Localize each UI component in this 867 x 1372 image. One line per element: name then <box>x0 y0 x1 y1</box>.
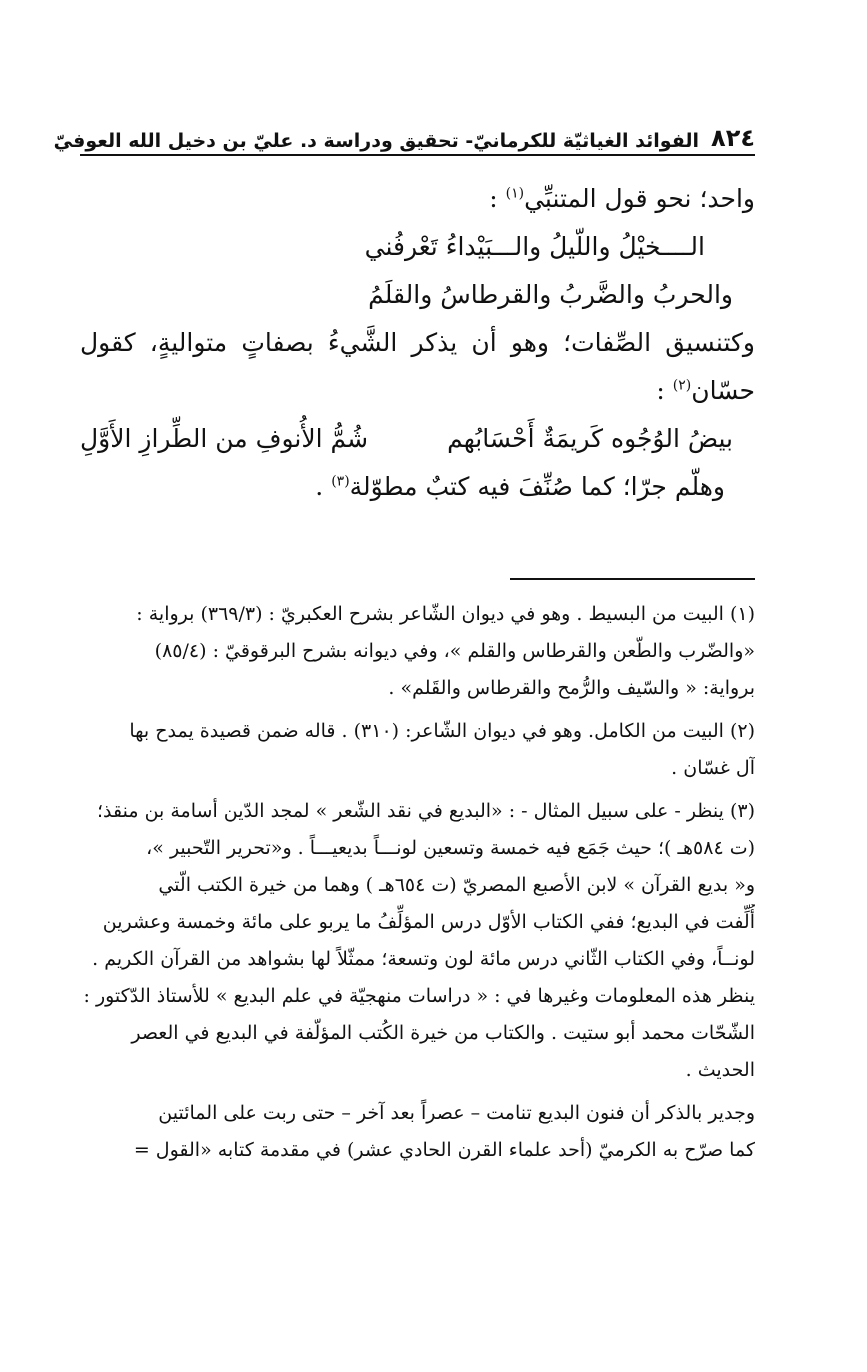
footnote-line: (ت ٥٨٤هـ )؛ حيث جَمَع فيه خمسة وتسعين لونـــاً بديعيـــاً . و«تحرير التّحبير »، <box>146 837 755 859</box>
running-title: الفوائد الغياثيّة للكرمانيّ- تحقيق ودراسة د. عليّ بن دخيل الله العوفيّ <box>53 130 700 152</box>
footnote-2 <box>80 713 755 787</box>
main-text <box>80 175 755 511</box>
footnote-line: ينظر هذه المعلومات وغيرها في : « دراسات منهجيّة في علم البديع » للأستاذ الدّكتور : <box>83 985 755 1007</box>
footnote-line: أُلِّفت في البديع؛ ففي الكتاب الأوّل درس المؤلِّفُ ما يربو على مائة وخمسة وعشرين <box>102 911 755 933</box>
footnotes <box>80 596 755 1175</box>
footnote-line: لونــاً، وفي الكتاب الثّاني درس مائة لون وتسعة؛ ممثّلاً لها بشواهد من القرآن الكريم . <box>92 948 755 970</box>
header-rule <box>80 154 755 156</box>
page-number: ٨٢٤ <box>711 124 755 152</box>
text-line <box>80 367 755 415</box>
footnote-ref: (٣) <box>331 473 350 490</box>
text-span: واحد؛ نحو قول المتنبِّي <box>524 184 755 213</box>
verse-hemistich: والحربُ والضَّربُ والقرطاسُ والقلَمُ <box>368 280 733 309</box>
footnote-line: وجدير بالذكر أن فنون البديع تنامت – عصراً بعد آخر – حتى ربت على المائتين <box>158 1102 755 1124</box>
footnote-ref: (١) <box>505 185 525 202</box>
running-header <box>53 118 755 152</box>
footnote-line: (٢) البيت من الكامل. وهو في ديوان الشّاعر: (٣١٠) . قاله ضمن قصيدة يمدح بها <box>129 720 755 742</box>
footnote-line: الحديث . <box>685 1059 755 1081</box>
verse-hemistich: الــــخيْلُ واللّيلُ والـــبَيْداءُ تَعْرفُني <box>364 232 705 261</box>
footnote-separator <box>510 578 755 580</box>
text-line <box>80 463 755 511</box>
footnote-continuation <box>80 1095 755 1169</box>
footnote-1 <box>80 596 755 707</box>
footnote-line: (١) البيت من البسيط . وهو في ديوان الشّاعر بشرح العكبريّ : (٣٦٩/٣) برواية : <box>136 603 755 625</box>
text-span: . <box>315 472 332 501</box>
text-span: وهلّم جرّا؛ كما صُنِّفَ فيه كتبٌ مطوّلة <box>349 472 725 501</box>
footnote-line: برواية: « والسّيف والرُّمح والقرطاس والقَلم» . <box>388 677 755 699</box>
text-line <box>80 175 755 223</box>
verse-line <box>80 415 755 463</box>
footnote-line: (٣) ينظر - على سبيل المثال - : «البديع في نقد الشّعر » لمجد الدّين أسامة بن منقذ؛ <box>97 800 755 822</box>
text-line: وكتنسيق الصِّفات؛ وهو أن يذكر الشَّيءُ بصفاتٍ متواليةٍ، كقول <box>80 328 755 357</box>
footnote-ref: (٢) <box>672 377 692 394</box>
text-span: : <box>489 184 506 213</box>
footnote-3 <box>80 793 755 1089</box>
text-span: حسّان <box>691 376 755 405</box>
footnote-line: «والضّرب والطّعن والقرطاس والقلم »، وفي ديوانه بشرح البرقوقيّ : (٨٥/٤) <box>154 640 755 662</box>
footnote-line: و« بديع القرآن » لابن الأصبع المصريّ (ت ٦٥٤هـ ) وهما من خيرة الكتب الّتي <box>158 874 755 896</box>
text-span: : <box>656 376 673 405</box>
verse-hemistich: بيضُ الوُجُوه كَريمَةٌ أَحْسَابُهم <box>447 424 733 453</box>
verse-hemistich: شُمُّ الأُنوفِ من الطِّرازِ الأَوَّلِ <box>80 424 369 453</box>
footnote-line: كما صرّح به الكرميّ (أحد علماء القرن الحادي عشر) في مقدمة كتابه «القول = <box>133 1139 755 1161</box>
footnote-line: آل غسّان . <box>671 757 755 779</box>
footnote-line: الشّحّات محمد أبو ستيت . والكتاب من خيرة الكُتب المؤلّفة في البديع في العصر <box>131 1022 755 1044</box>
